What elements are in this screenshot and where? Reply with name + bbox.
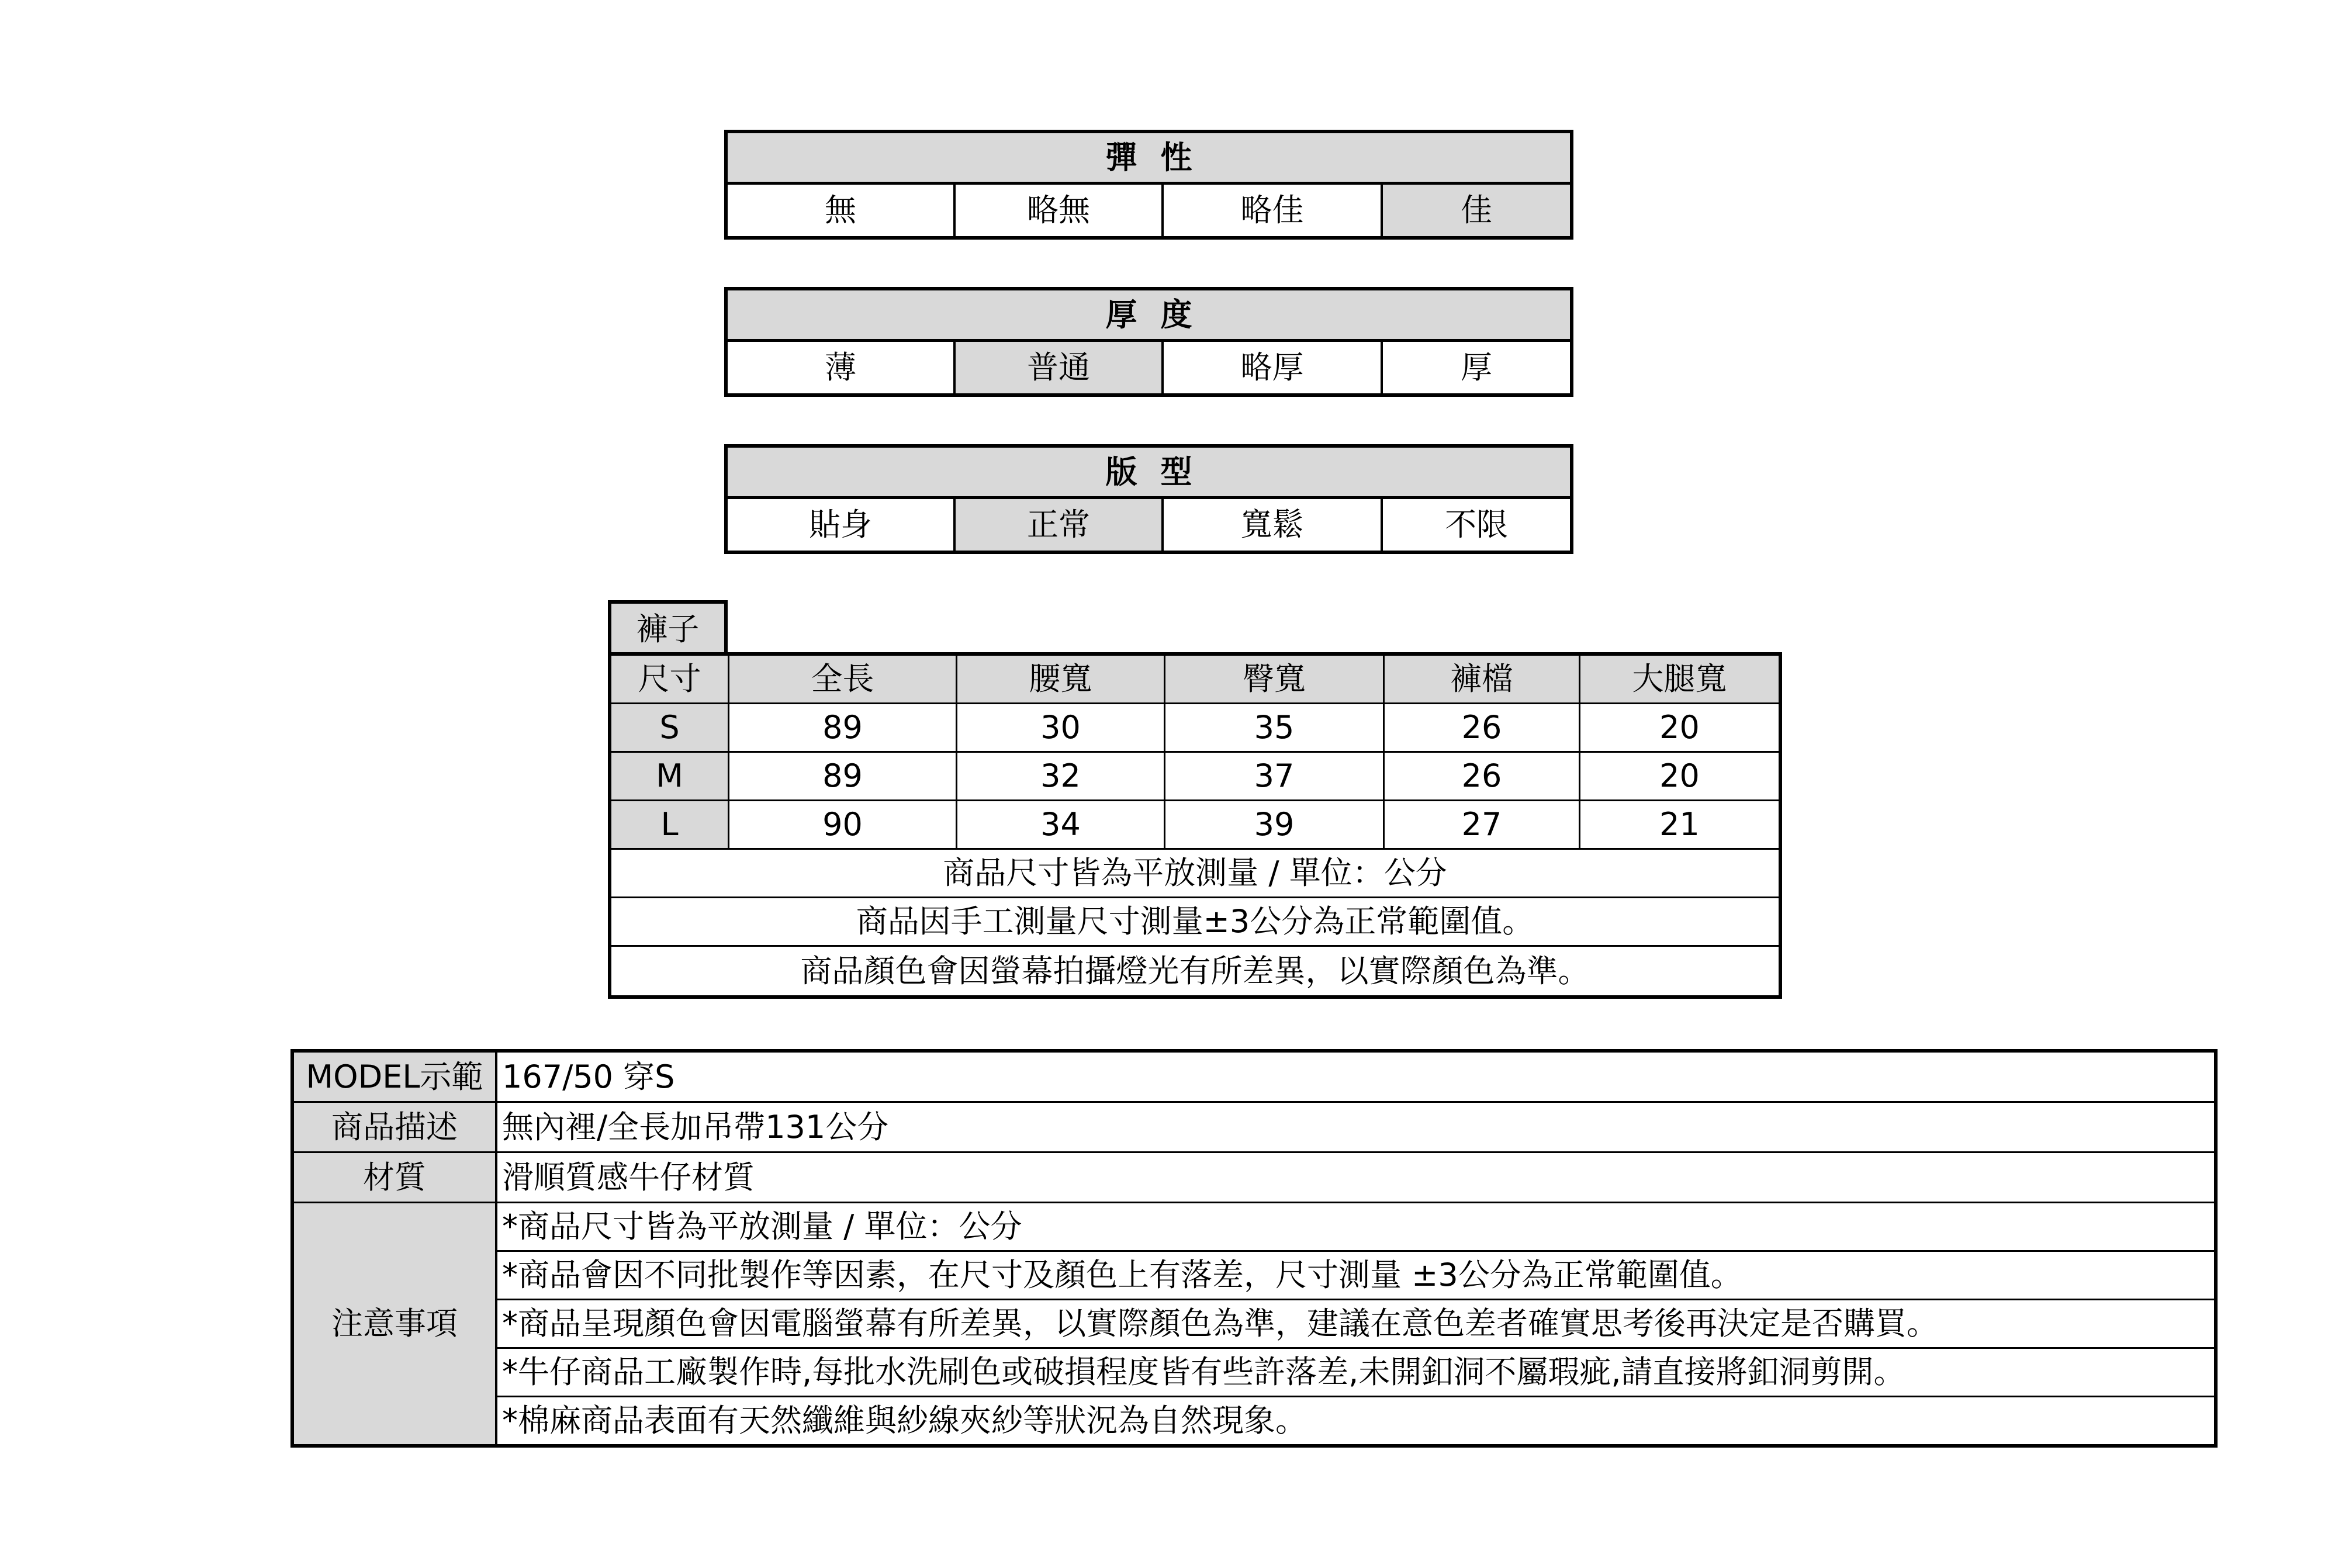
table-cell: 21: [1579, 801, 1779, 848]
table-cell: 30: [956, 704, 1164, 751]
fit-options: [728, 499, 1570, 551]
fit-option: 寬鬆: [1161, 499, 1381, 551]
model-row: [294, 1053, 2214, 1103]
table-cell: 34: [956, 801, 1164, 848]
elasticity-option: 略無: [953, 185, 1161, 236]
column-header: 全長: [728, 656, 956, 702]
elasticity-option-selected: 佳: [1381, 185, 1570, 236]
column-header: 腰寬: [956, 656, 1164, 702]
thickness-title: 厚度: [1105, 296, 1216, 333]
table-cell: 32: [956, 753, 1164, 799]
material-label: 材質: [294, 1153, 497, 1202]
fit-option-selected: 正常: [953, 499, 1161, 551]
table-cell: 20: [1579, 753, 1779, 799]
table-cell: 90: [728, 801, 956, 848]
size-label: S: [611, 704, 728, 751]
elasticity-option: 略佳: [1161, 185, 1381, 236]
table-cell: 89: [728, 753, 956, 799]
model-value: 167/50 穿S: [502, 1058, 675, 1095]
table-cell: 20: [1579, 704, 1779, 751]
elasticity-header: [728, 133, 1570, 185]
elasticity-title: 彈性: [1105, 139, 1216, 176]
pants-category-label: 褲子: [608, 600, 728, 655]
size-note: 商品因手工測量尺寸測量±3公分為正常範圍值。: [611, 898, 1779, 947]
elasticity-option: 無: [825, 192, 856, 229]
fit-title: 版型: [1105, 453, 1216, 490]
notice-item: *商品尺寸皆為平放測量 / 單位：公分: [497, 1203, 2214, 1252]
size-header-row: [611, 656, 1779, 704]
table-cell: 26: [1383, 704, 1579, 751]
column-header: 大腿寬: [1579, 656, 1779, 702]
size-label: M: [611, 753, 728, 799]
thickness-option: 略厚: [1161, 342, 1381, 393]
notice-row: [294, 1203, 2214, 1444]
table-row: [611, 801, 1779, 850]
description-value: 無內裡/全長加吊帶131公分: [502, 1108, 889, 1145]
table-cell: 26: [1383, 753, 1579, 799]
product-info-table: [290, 1049, 2218, 1448]
model-label: MODEL示範: [294, 1053, 497, 1101]
fit-header: [728, 448, 1570, 499]
thickness-option-selected: 普通: [953, 342, 1161, 393]
description-label: 商品描述: [294, 1103, 497, 1151]
notice-item: *牛仔商品工廠製作時,每批水洗刷色或破損程度皆有些許落差,未開釦洞不屬瑕疵,請直接將釦洞剪開。: [497, 1349, 2214, 1397]
table-cell: 35: [1164, 704, 1383, 751]
description-row: [294, 1103, 2214, 1153]
thickness-option: 薄: [825, 349, 856, 386]
elasticity-options: [728, 185, 1570, 236]
material-value: 滑順質感牛仔材質: [502, 1158, 755, 1196]
material-row: [294, 1153, 2214, 1203]
notice-label: 注意事項: [294, 1203, 497, 1444]
table-cell: 89: [728, 704, 956, 751]
notice-item: *棉麻商品表面有天然纖維與紗線夾紗等狀況為自然現象。: [502, 1402, 1307, 1439]
size-note: 商品尺寸皆為平放測量 / 單位：公分: [611, 850, 1779, 898]
table-row: [611, 704, 1779, 753]
notice-item: *商品呈現顏色會因電腦螢幕有所差異，以實際顏色為準，建議在意色差者確實思考後再決定是否購買。: [497, 1300, 2214, 1349]
thickness-option: 厚: [1381, 342, 1570, 393]
size-header-label: 尺寸: [611, 656, 728, 702]
size-label: L: [611, 801, 728, 848]
column-header: 褲檔: [1383, 656, 1579, 702]
fit-option: 貼身: [809, 506, 872, 543]
table-cell: 39: [1164, 801, 1383, 848]
notice-item: *商品會因不同批製作等因素，在尺寸及顏色上有落差，尺寸測量 ±3公分為正常範圍值。: [497, 1252, 2214, 1300]
size-note: 商品顏色會因螢幕拍攝燈光有所差異，以實際顏色為準。: [800, 952, 1590, 989]
thickness-options: [728, 342, 1570, 393]
notice-list: [497, 1203, 2214, 1444]
column-header: 臀寬: [1164, 656, 1383, 702]
table-cell: 37: [1164, 753, 1383, 799]
fit-option: 不限: [1381, 499, 1570, 551]
table-cell: 27: [1383, 801, 1579, 848]
table-row: [611, 753, 1779, 801]
thickness-header: [728, 290, 1570, 342]
elasticity-table: [724, 130, 1573, 240]
fit-table: [724, 444, 1573, 554]
thickness-table: [724, 287, 1573, 397]
size-table: [608, 652, 1782, 999]
